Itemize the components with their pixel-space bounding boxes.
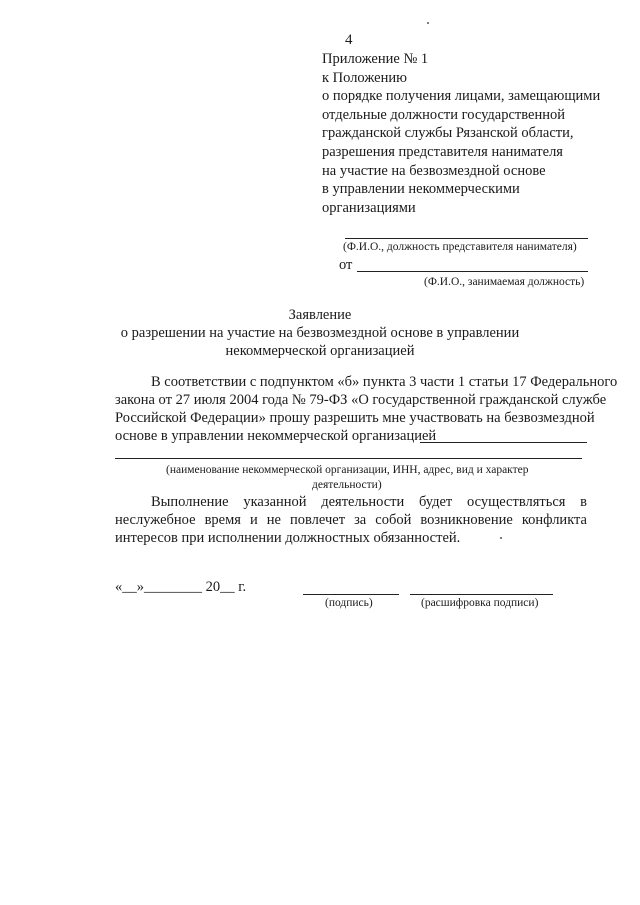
from-label: от [339, 257, 353, 273]
date-field[interactable]: «__»________ 20__ г. [115, 579, 247, 595]
paragraph1-line4: основе в управлении некоммерческой организацией [115, 428, 437, 444]
appendix-line: гражданской службы Рязанской области, [322, 125, 574, 142]
organization-caption-line1: (наименование некоммерческой организации, ИНН, адрес, вид и характер [166, 464, 529, 476]
transcript-caption: (расшифровка подписи) [421, 597, 539, 609]
signature-blank-line[interactable] [303, 594, 399, 595]
paragraph1-line3: Российской Федерации» прошу разрешить мне участвовать на безвозмездной [115, 410, 595, 426]
appendix-line: отдельные должности государственной [322, 106, 565, 123]
employer-caption: (Ф.И.О., должность представителя нанимателя) [343, 241, 577, 253]
applicant-blank-line[interactable] [357, 271, 588, 272]
scan-speck [427, 22, 429, 24]
document-subtitle-line2: некоммерческой организацией [225, 343, 415, 359]
document-title: Заявление [288, 307, 352, 323]
paragraph2-line2: неслужебное время и не повлечет за собой возникновение конфликта [115, 512, 587, 528]
appendix-line: в управлении некоммерческими [322, 181, 520, 198]
appendix-line: на участие на безвозмездной основе [322, 162, 546, 179]
employer-blank-line[interactable] [345, 238, 588, 239]
paragraph1-line1: В соответствии с подпунктом «б» пункта 3 части 1 статьи 17 Федерального [151, 374, 618, 390]
organization-blank-line-2[interactable] [115, 458, 582, 459]
paragraph2-line1: Выполнение указанной деятельности будет осуществляться в [151, 494, 587, 510]
appendix-line: Приложение № 1 [322, 51, 429, 67]
appendix-line: разрешения представителя нанимателя [322, 143, 563, 160]
signature-caption: (подпись) [325, 597, 373, 609]
organization-caption-line2: деятельности) [312, 479, 382, 491]
appendix-line: организациями [322, 199, 416, 216]
paragraph1-line2: закона от 27 июля 2004 года № 79-ФЗ «О государственной гражданской службе [115, 392, 607, 408]
document-subtitle-line1: о разрешении на участие на безвозмездной основе в управлении [120, 325, 520, 341]
paragraph2-line3: интересов при исполнении должностных обязанностей. [115, 530, 461, 546]
scan-speck [500, 537, 502, 539]
applicant-caption: (Ф.И.О., занимаемая должность) [424, 276, 585, 288]
transcript-blank-line[interactable] [410, 594, 553, 595]
appendix-header [322, 50, 600, 217]
organization-blank-line[interactable] [420, 442, 587, 443]
page-number: 4 [345, 32, 353, 48]
appendix-line: к Положению [322, 69, 407, 86]
appendix-line: о порядке получения лицами, замещающими [322, 88, 601, 105]
